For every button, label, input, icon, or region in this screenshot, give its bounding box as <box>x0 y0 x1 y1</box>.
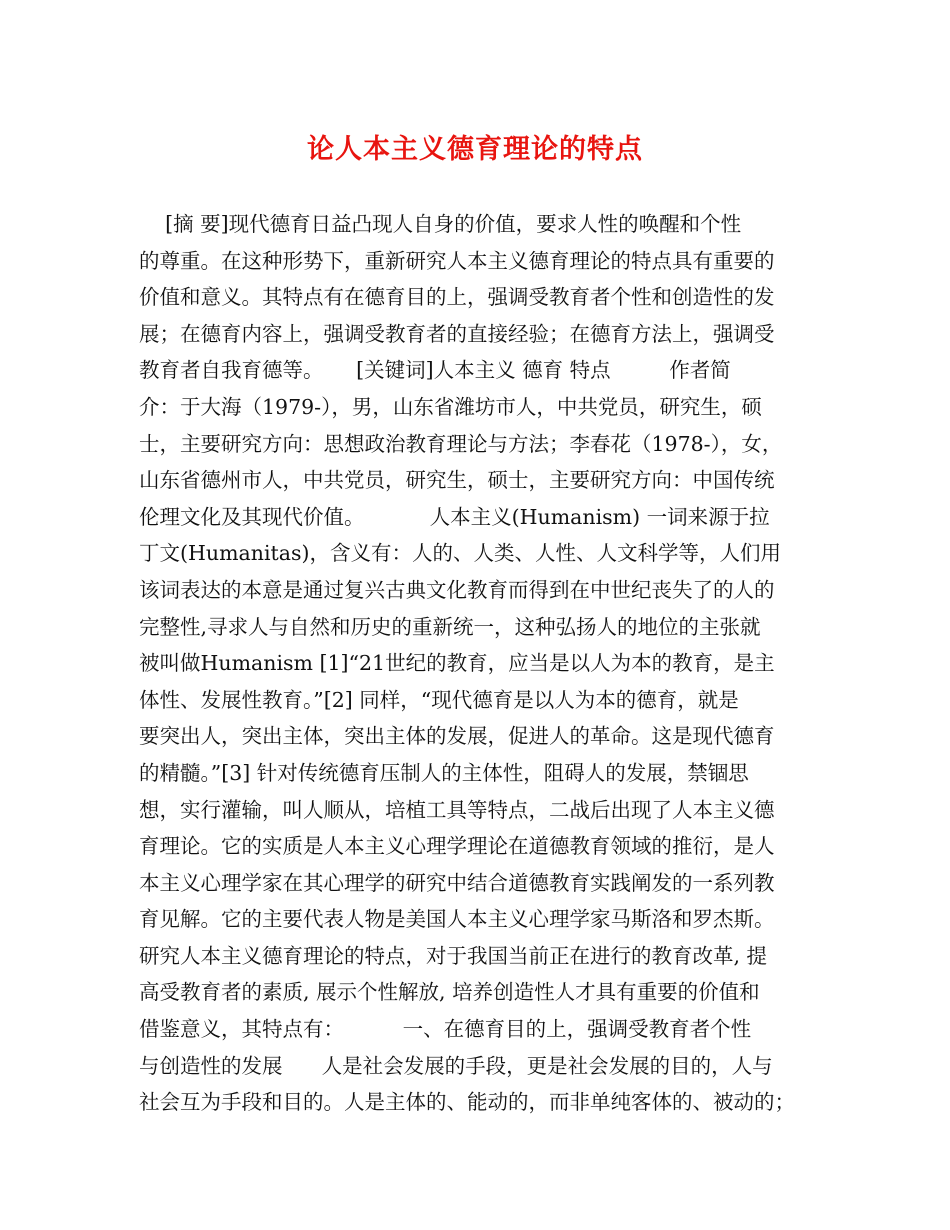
body-line: 被叫做Humanism [1]“21世纪的教育，应当是以人为本的教育，是主 <box>139 651 775 676</box>
body-line: 体性、发展性教育。”[2] 同样，“现代德育是以人为本的德育，就是 <box>139 687 739 712</box>
body-line: 士，主要研究方向：思想政治教育理论与方法；李春花（1978-），女， <box>139 431 783 456</box>
body-line: 高受教育者的素质, 展示个性解放, 培养创造性人才具有重要的价值和 <box>139 980 760 1005</box>
body-line: 育理论。它的实质是人本主义心理学理论在道德教育领域的推衍，是人 <box>139 834 775 859</box>
body-line: 的尊重。在这种形势下，重新研究人本主义德育理论的特点具有重要的 <box>139 248 775 273</box>
body-line: 伦理文化及其现代价值。 人本主义(Humanism) 一词来源于拉 <box>139 504 770 529</box>
body-line: [摘 要]现代德育日益凸现人自身的价值，要求人性的唤醒和个性 <box>139 212 742 236</box>
body-line: 想，实行灌输，叫人顺从，培植工具等特点，二战后出现了人本主义德 <box>139 797 775 822</box>
document-body <box>139 206 819 1121</box>
body-line: 教育者自我育德等。 [关键词]人本主义 德育 特点 作者简 <box>139 358 731 383</box>
body-line: 该词表达的本意是通过复兴古典文化教育而得到在中世纪丧失了的人的 <box>139 577 775 602</box>
body-line: 社会互为手段和目的。人是主体的、能动的，而非单纯客体的、被动的； <box>139 1090 795 1115</box>
body-line: 丁文(Humanitas)，含义有：人的、人类、人性、人文科学等，人们用 <box>139 541 781 566</box>
document-title: 论人本主义德育理论的特点 <box>307 134 643 165</box>
body-line: 介：于大海（1979-），男，山东省潍坊市人，中共党员，研究生，硕 <box>139 394 762 419</box>
body-line: 本主义心理学家在其心理学的研究中结合道德教育实践阐发的一系列教 <box>139 870 775 895</box>
body-line: 展；在德育内容上，强调受教育者的直接经验；在德育方法上，强调受 <box>139 321 775 346</box>
body-line: 的精髓。”[3] 针对传统德育压制人的主体性，阻碍人的发展，禁锢思 <box>139 760 749 785</box>
body-line: 研究人本主义德育理论的特点，对于我国当前正在进行的教育改革, 提 <box>139 943 768 968</box>
body-line: 育见解。它的主要代表人物是美国人本主义心理学家马斯洛和罗杰斯。 <box>139 907 775 932</box>
body-line: 山东省德州市人，中共党员，研究生，硕士，主要研究方向：中国传统 <box>139 468 775 493</box>
body-line: 要突出人，突出主体，突出主体的发展，促进人的革命。这是现代德育 <box>139 724 775 749</box>
body-line: 借鉴意义，其特点有： 一、在德育目的上，强调受教育者个性 <box>139 1017 752 1042</box>
body-line: 价值和意义。其特点有在德育目的上，强调受教育者个性和创造性的发 <box>139 285 775 310</box>
body-line: 完整性,寻求人与自然和历史的重新统一，这种弘扬人的地位的主张就 <box>139 614 761 639</box>
body-line: 与创造性的发展 人是社会发展的手段，更是社会发展的目的，人与 <box>139 1053 773 1078</box>
